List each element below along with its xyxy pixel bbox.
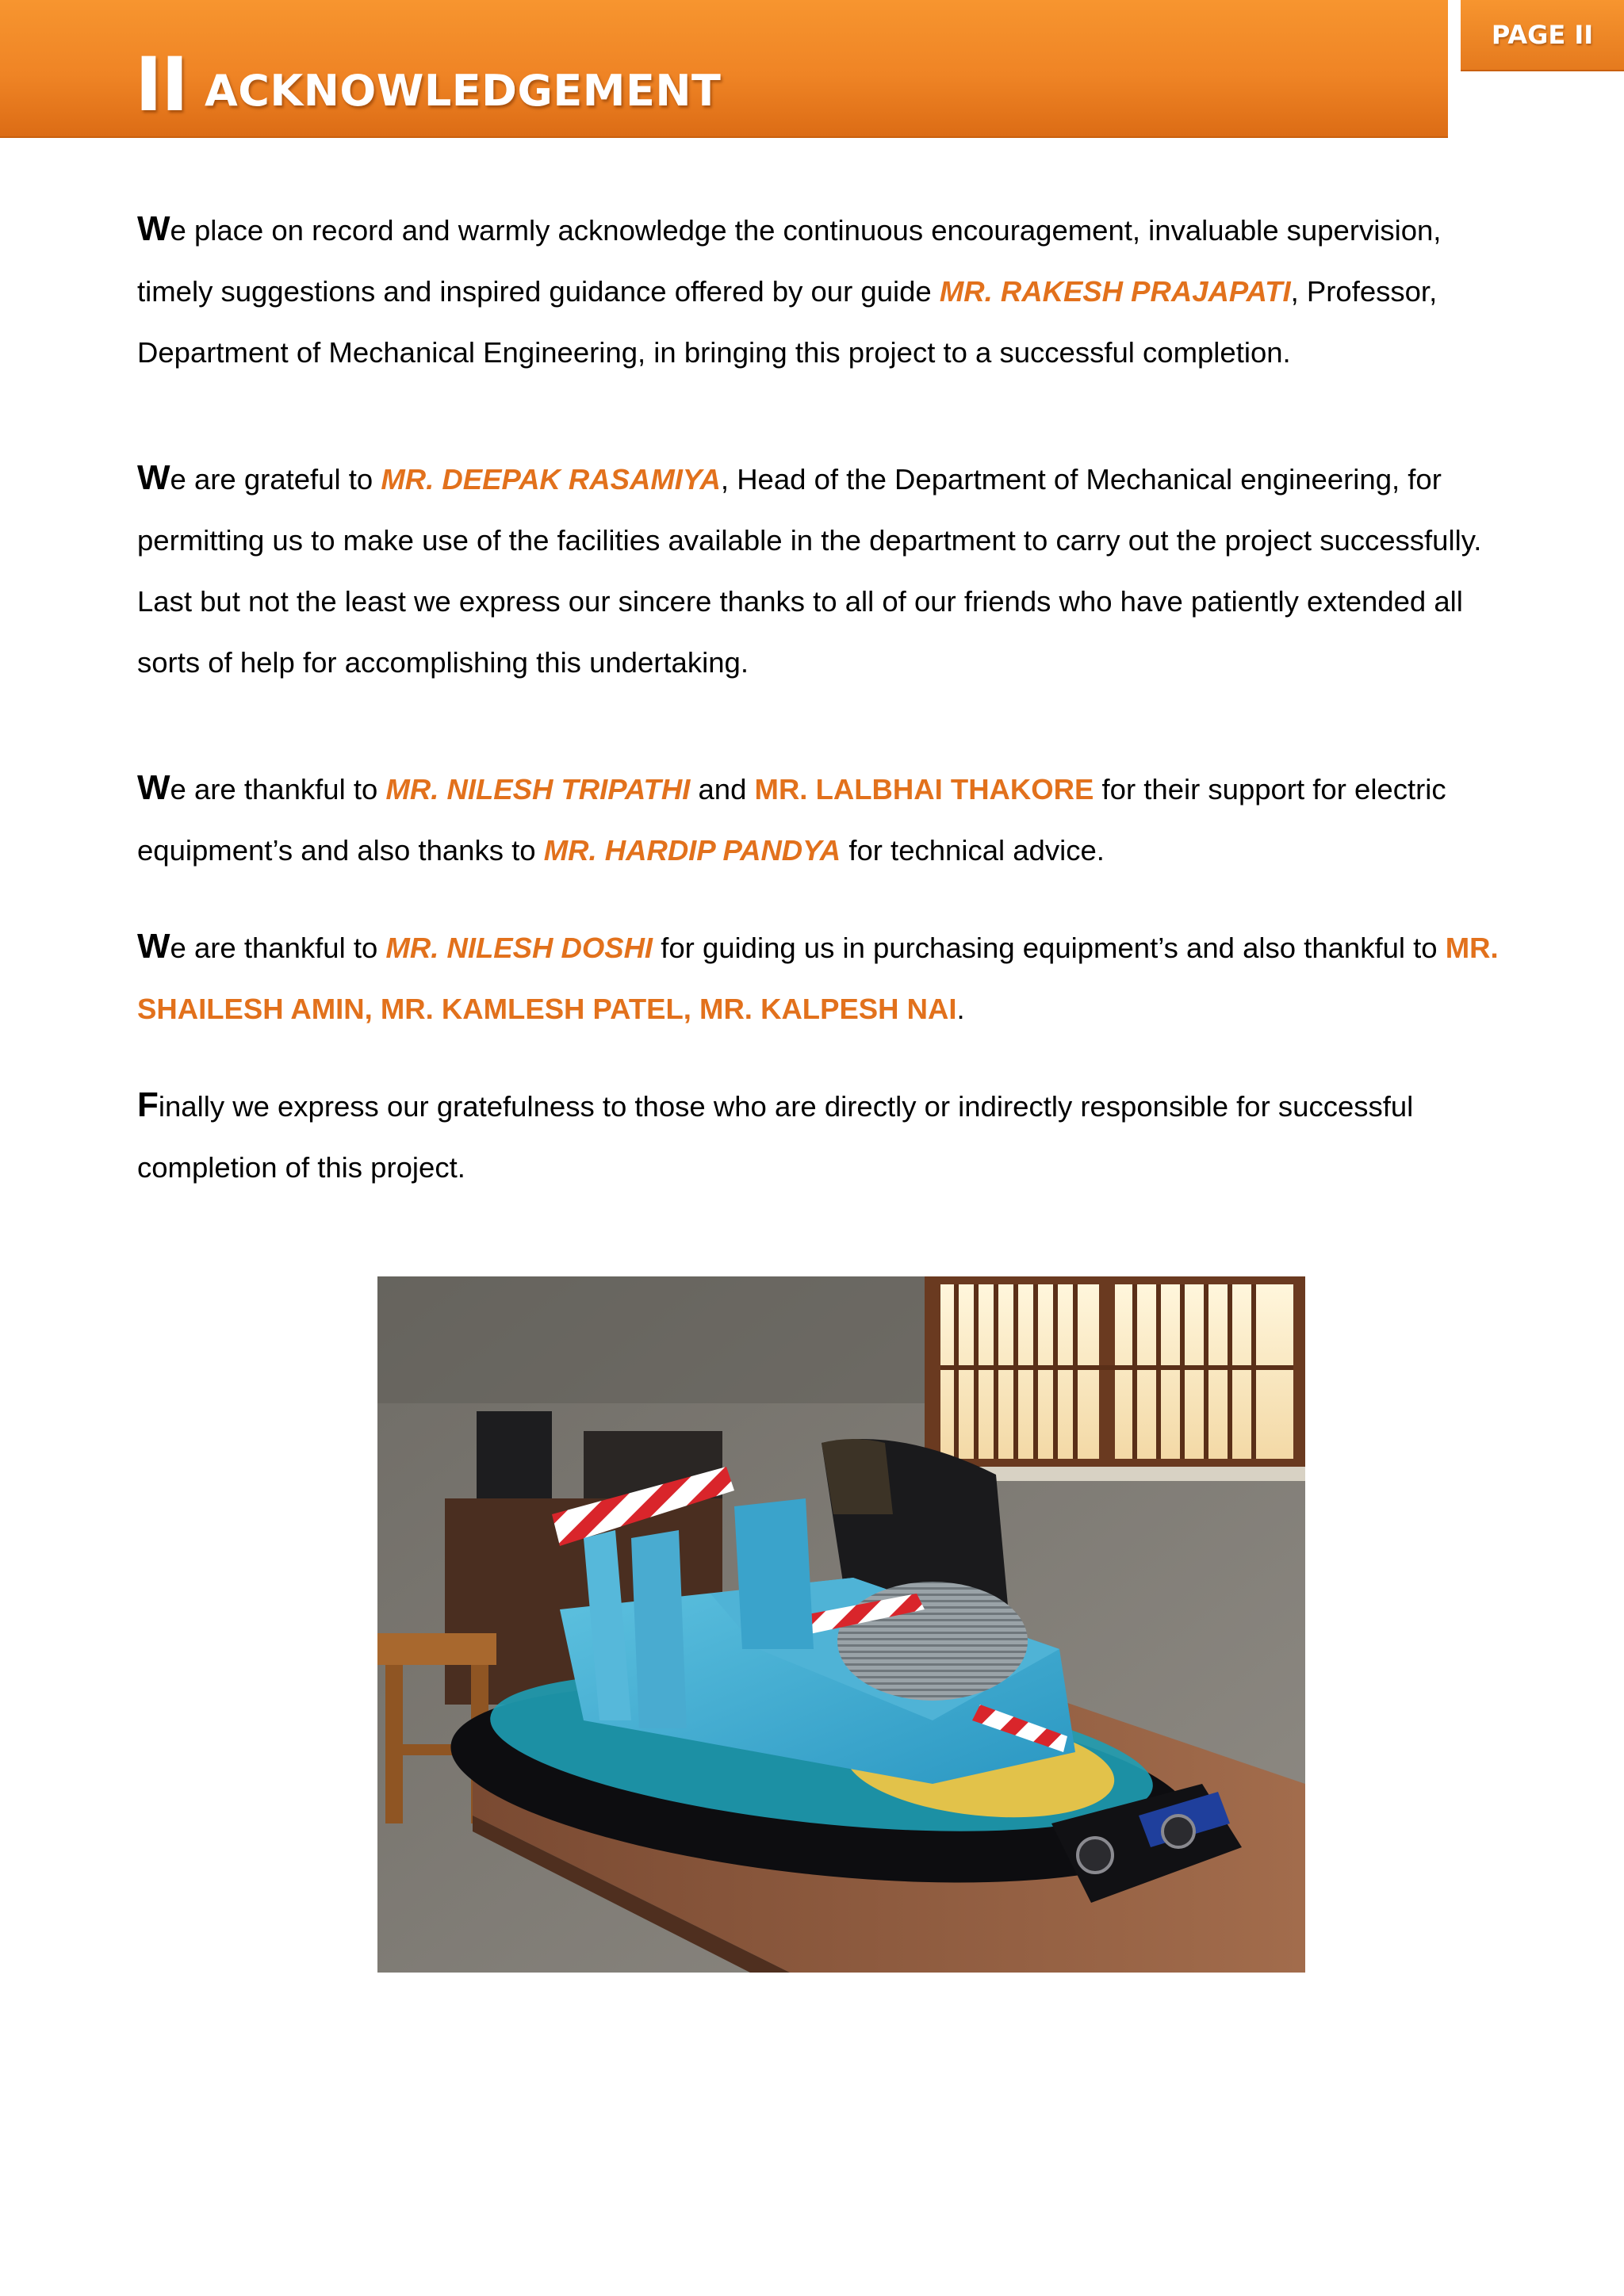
paragraph-text: and <box>690 773 755 806</box>
monitor <box>477 1411 552 1498</box>
paragraph-text: . <box>956 993 965 1025</box>
highlighted-name: MR. DEEPAK RASAMIYA <box>381 463 721 496</box>
stool <box>377 1633 496 1665</box>
page-title: ACKNOWLEDGEMENT <box>204 66 722 116</box>
paragraph-text: , Professor, Department of Mechanical Engineering, in bringing this project to a successful completion. <box>137 275 1438 369</box>
highlighted-name: MR. LALBHAI THAKORE <box>754 773 1094 806</box>
paragraph-final <box>137 1074 1501 1198</box>
paragraph-electric-support <box>137 757 1501 881</box>
highlighted-name: MR. HARDIP PANDYA <box>543 834 841 867</box>
drop-initial: W <box>137 768 170 807</box>
paragraph-text: e are grateful to <box>170 463 381 496</box>
drop-initial: W <box>137 458 170 497</box>
fan-grill <box>837 1582 1028 1701</box>
paragraph-text: e are thankful to <box>170 773 386 806</box>
paragraph-text: for guiding us in purchasing equipment’s and also thankful to <box>653 932 1446 964</box>
page-label: PAGE II <box>1491 20 1594 50</box>
highlighted-name: MR. NILESH DOSHI <box>385 932 653 964</box>
paragraph-text: e are thankful to <box>170 932 386 964</box>
paragraph-text: for their support for electric equipment’s and also thanks to <box>137 773 1446 867</box>
page-number-tab <box>1461 0 1624 71</box>
highlighted-name: MR. RAKESH PRAJAPATI <box>939 275 1291 308</box>
paragraph-text: for technical advice. <box>841 834 1105 867</box>
paragraph-purchasing <box>137 916 1501 1039</box>
highlighted-name: MR. NILESH TRIPATHI <box>385 773 691 806</box>
drop-initial: W <box>137 209 170 248</box>
section-heading <box>135 42 722 128</box>
drop-initial: F <box>137 1085 159 1124</box>
paragraph-guide <box>137 198 1501 383</box>
hovercraft-illustration <box>377 1276 1305 1973</box>
acknowledgement-body <box>137 198 1501 1198</box>
hovercraft-photo <box>377 1276 1305 1973</box>
paragraph-text: inally we express our gratefulness to those who are directly or indirectly responsible for successful completion of this project. <box>137 1090 1414 1184</box>
highlighted-names: MR. SHAILESH AMIN, MR. KAMLESH PATEL, MR. KALPESH NAI <box>137 932 1499 1025</box>
drop-initial: W <box>137 927 170 966</box>
paragraph-text: e place on record and warmly acknowledge the continuous encouragement, invaluable supervision, timely suggestions and inspired guidance offered by our guide <box>137 214 1442 308</box>
section-number: II <box>135 42 187 128</box>
paragraph-hod <box>137 447 1501 693</box>
paragraph-text: , Head of the Department of Mechanical engineering, for permitting us to make use of the facilities available in the department to carry out the project successfully. Last but not the least we express our sincere thanks to all of our friends who have patiently extended all sorts of help for accomplishing this undertaking. <box>137 463 1482 679</box>
